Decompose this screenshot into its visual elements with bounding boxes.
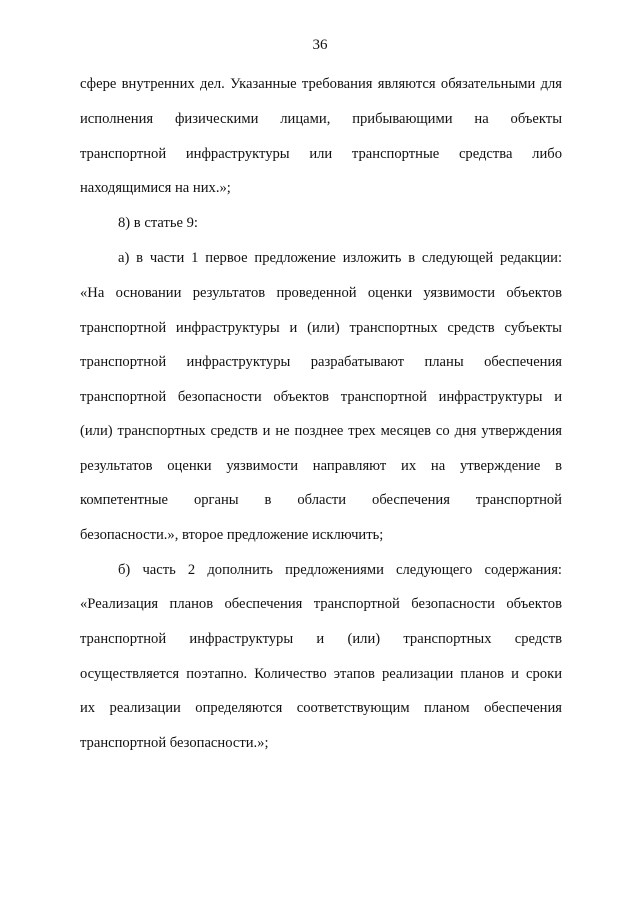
text-line: «Реализация планов обеспечения транспортной безопасности объектов (80, 596, 562, 612)
text-line: находящимися на них.»; (80, 180, 231, 196)
text-line: транспортной безопасности объектов транспортной инфраструктуры и (80, 389, 562, 405)
text-line: транспортной инфраструктуры и (или) транспортных средств субъекты (80, 320, 562, 336)
text-line: исполнения физическими лицами, прибывающими на объекты (80, 111, 562, 127)
text-line: их реализации определяются соответствующим планом обеспечения (80, 700, 562, 716)
text-line: осуществляется поэтапно. Количество этапов реализации планов и сроки (80, 666, 562, 682)
text-line: безопасности.», второе предложение исключить; (80, 527, 384, 543)
text-line: 8) в статье 9: (118, 215, 198, 231)
text-line: б) часть 2 дополнить предложениями следующего содержания: (118, 562, 562, 578)
text-line: транспортной безопасности.»; (80, 735, 269, 751)
text-line: транспортной инфраструктуры разрабатывают планы обеспечения (80, 354, 562, 370)
text-line: (или) транспортных средств и не позднее трех месяцев со дня утверждения (80, 423, 562, 439)
text-line: а) в части 1 первое предложение изложить в следующей редакции: (118, 250, 562, 266)
text-line: «На основании результатов проведенной оценки уязвимости объектов (80, 285, 562, 301)
text-line: транспортной инфраструктуры и (или) транспортных средств (80, 631, 562, 647)
page-number: 36 (312, 37, 328, 53)
text-line: сфере внутренних дел. Указанные требования являются обязательными для (80, 76, 562, 92)
text-line: транспортной инфраструктуры или транспортные средства либо (80, 146, 562, 162)
text-line: компетентные органы в области обеспечения транспортной (80, 492, 562, 508)
text-line: результатов оценки уязвимости направляют их на утверждение в (80, 458, 562, 474)
